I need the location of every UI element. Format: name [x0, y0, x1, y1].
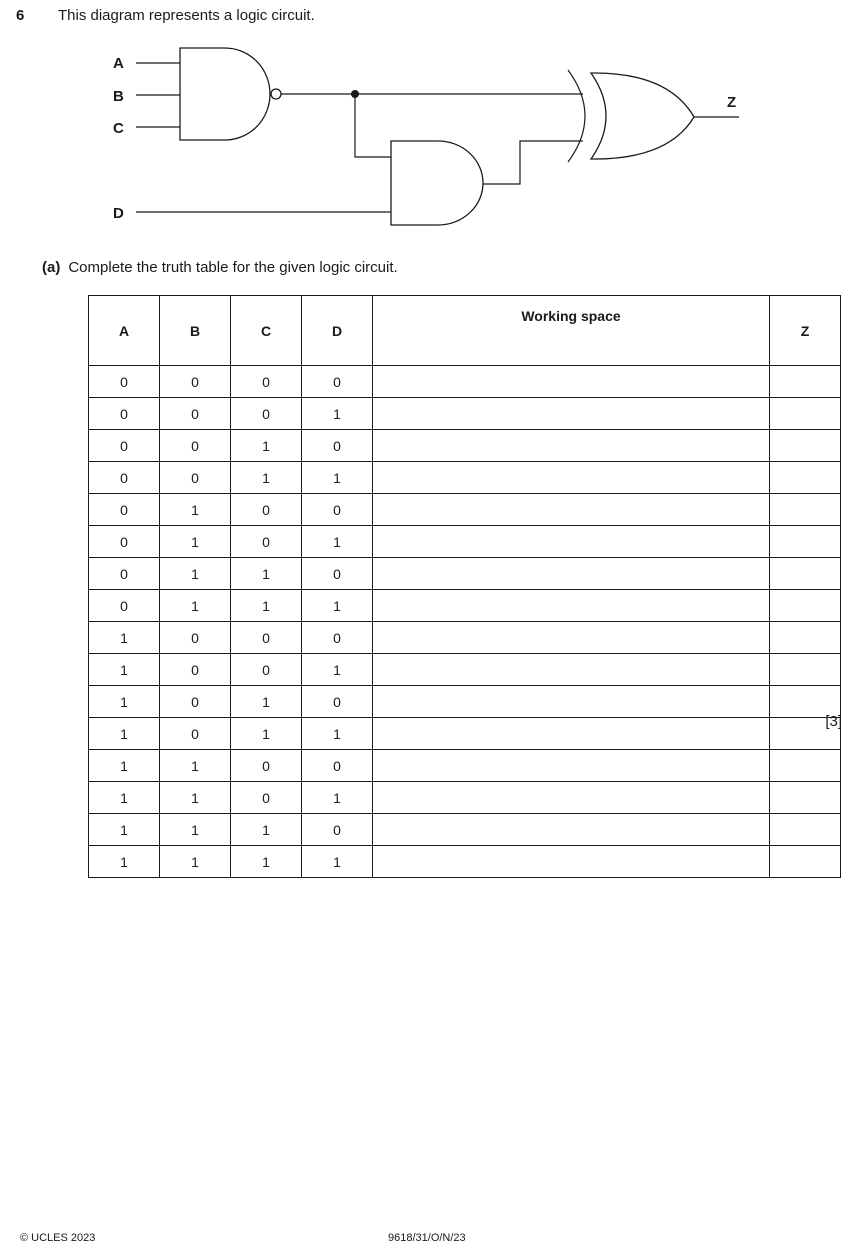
table-row	[89, 494, 841, 526]
input-cell-c: 1	[231, 590, 302, 622]
output-z-cell[interactable]	[770, 462, 841, 494]
table-row	[89, 686, 841, 718]
input-cell-b: 0	[160, 654, 231, 686]
output-z-cell[interactable]	[770, 590, 841, 622]
input-cell-d: 0	[302, 686, 373, 718]
output-z-cell[interactable]	[770, 366, 841, 398]
input-cell-b: 1	[160, 750, 231, 782]
input-cell-d: 0	[302, 622, 373, 654]
input-cell-b: 0	[160, 398, 231, 430]
input-cell-b: 1	[160, 526, 231, 558]
input-cell-c: 1	[231, 462, 302, 494]
input-cell-c: 0	[231, 654, 302, 686]
working-space-cell[interactable]	[373, 366, 770, 398]
marks-label: [3]	[825, 713, 842, 730]
input-cell-b: 1	[160, 846, 231, 878]
table-row	[89, 526, 841, 558]
working-space-cell[interactable]	[373, 462, 770, 494]
working-space-cell[interactable]	[373, 494, 770, 526]
input-cell-d: 0	[302, 750, 373, 782]
input-cell-d: 1	[302, 846, 373, 878]
input-cell-d: 0	[302, 814, 373, 846]
table-row	[89, 590, 841, 622]
input-cell-d: 1	[302, 654, 373, 686]
output-z-cell[interactable]	[770, 398, 841, 430]
working-space-cell[interactable]	[373, 814, 770, 846]
input-cell-a: 1	[89, 846, 160, 878]
part-a-text: Complete the truth table for the given logic circuit.	[68, 259, 398, 276]
truth-table	[88, 295, 841, 878]
input-cell-b: 0	[160, 430, 231, 462]
input-cell-b: 0	[160, 366, 231, 398]
input-cell-c: 0	[231, 750, 302, 782]
table-row	[89, 654, 841, 686]
working-space-cell[interactable]	[373, 686, 770, 718]
working-space-cell[interactable]	[373, 622, 770, 654]
part-a-label: (a)	[42, 259, 61, 276]
input-cell-d: 1	[302, 526, 373, 558]
input-cell-c: 1	[231, 686, 302, 718]
question-number: 6	[16, 7, 25, 24]
working-space-cell[interactable]	[373, 590, 770, 622]
input-cell-a: 0	[89, 526, 160, 558]
input-cell-b: 1	[160, 814, 231, 846]
input-cell-a: 1	[89, 622, 160, 654]
working-space-cell[interactable]	[373, 782, 770, 814]
input-cell-c: 1	[231, 814, 302, 846]
output-label-z: Z	[727, 94, 737, 111]
input-cell-a: 1	[89, 814, 160, 846]
input-cell-d: 1	[302, 718, 373, 750]
output-z-cell[interactable]	[770, 782, 841, 814]
input-cell-c: 0	[231, 398, 302, 430]
table-row	[89, 846, 841, 878]
header-b: B	[160, 296, 231, 366]
input-cell-c: 1	[231, 558, 302, 590]
input-label-b: B	[113, 88, 124, 105]
input-cell-c: 1	[231, 718, 302, 750]
working-space-cell[interactable]	[373, 430, 770, 462]
working-space-cell[interactable]	[373, 558, 770, 590]
xor-gate	[591, 73, 694, 159]
question-text: This diagram represents a logic circuit.	[58, 7, 315, 24]
input-cell-b: 0	[160, 718, 231, 750]
table-row	[89, 462, 841, 494]
input-cell-b: 0	[160, 462, 231, 494]
input-cell-d: 1	[302, 782, 373, 814]
input-cell-a: 0	[89, 590, 160, 622]
input-label-a: A	[113, 55, 124, 72]
input-cell-a: 0	[89, 462, 160, 494]
working-space-cell[interactable]	[373, 398, 770, 430]
input-cell-d: 0	[302, 366, 373, 398]
input-cell-c: 1	[231, 430, 302, 462]
working-space-cell[interactable]	[373, 718, 770, 750]
input-cell-b: 0	[160, 686, 231, 718]
input-cell-d: 1	[302, 462, 373, 494]
table-row	[89, 398, 841, 430]
table-row	[89, 814, 841, 846]
output-z-cell[interactable]	[770, 622, 841, 654]
xor-extra-arc	[568, 70, 585, 162]
output-z-cell[interactable]	[770, 430, 841, 462]
wire-and-output	[483, 141, 583, 184]
header-c: C	[231, 296, 302, 366]
input-cell-a: 0	[89, 494, 160, 526]
input-cell-a: 1	[89, 750, 160, 782]
nand-gate	[180, 48, 270, 140]
input-cell-c: 0	[231, 494, 302, 526]
nand-inversion-bubble	[271, 89, 281, 99]
output-z-cell[interactable]	[770, 814, 841, 846]
output-z-cell[interactable]	[770, 494, 841, 526]
header-d: D	[302, 296, 373, 366]
input-cell-c: 0	[231, 366, 302, 398]
header-working-space: Working space	[373, 296, 770, 366]
truth-table-header-row	[89, 296, 841, 366]
footer-copyright: © UCLES 2023	[20, 1232, 96, 1244]
output-z-cell[interactable]	[770, 846, 841, 878]
input-cell-c: 0	[231, 782, 302, 814]
table-row	[89, 782, 841, 814]
header-a: A	[89, 296, 160, 366]
output-z-cell[interactable]	[770, 654, 841, 686]
input-cell-d: 0	[302, 430, 373, 462]
input-cell-a: 0	[89, 398, 160, 430]
table-row	[89, 750, 841, 782]
input-label-c: C	[113, 120, 124, 137]
input-cell-d: 0	[302, 558, 373, 590]
header-z: Z	[770, 296, 841, 366]
input-cell-c: 0	[231, 622, 302, 654]
working-space-cell[interactable]	[373, 526, 770, 558]
wire-nand-to-and	[355, 94, 391, 157]
input-cell-a: 1	[89, 654, 160, 686]
input-cell-a: 0	[89, 366, 160, 398]
logic-circuit-diagram	[0, 0, 852, 240]
input-cell-a: 0	[89, 430, 160, 462]
input-cell-c: 0	[231, 526, 302, 558]
input-cell-d: 1	[302, 398, 373, 430]
input-cell-b: 0	[160, 622, 231, 654]
output-z-cell[interactable]	[770, 750, 841, 782]
working-space-cell[interactable]	[373, 654, 770, 686]
table-row	[89, 622, 841, 654]
output-z-cell[interactable]	[770, 526, 841, 558]
input-cell-a: 1	[89, 782, 160, 814]
table-row	[89, 366, 841, 398]
input-cell-b: 1	[160, 782, 231, 814]
output-z-cell[interactable]	[770, 558, 841, 590]
input-cell-b: 1	[160, 494, 231, 526]
input-cell-d: 0	[302, 494, 373, 526]
table-row	[89, 718, 841, 750]
and-gate	[391, 141, 483, 225]
input-cell-a: 1	[89, 718, 160, 750]
table-row	[89, 558, 841, 590]
working-space-cell[interactable]	[373, 750, 770, 782]
footer-paper-code: 9618/31/O/N/23	[388, 1232, 466, 1244]
input-cell-a: 0	[89, 558, 160, 590]
table-row	[89, 430, 841, 462]
part-a-instruction	[42, 259, 398, 276]
input-cell-b: 1	[160, 590, 231, 622]
input-cell-b: 1	[160, 558, 231, 590]
input-cell-d: 1	[302, 590, 373, 622]
input-cell-c: 1	[231, 846, 302, 878]
working-space-cell[interactable]	[373, 846, 770, 878]
input-cell-a: 1	[89, 686, 160, 718]
input-label-d: D	[113, 205, 124, 222]
